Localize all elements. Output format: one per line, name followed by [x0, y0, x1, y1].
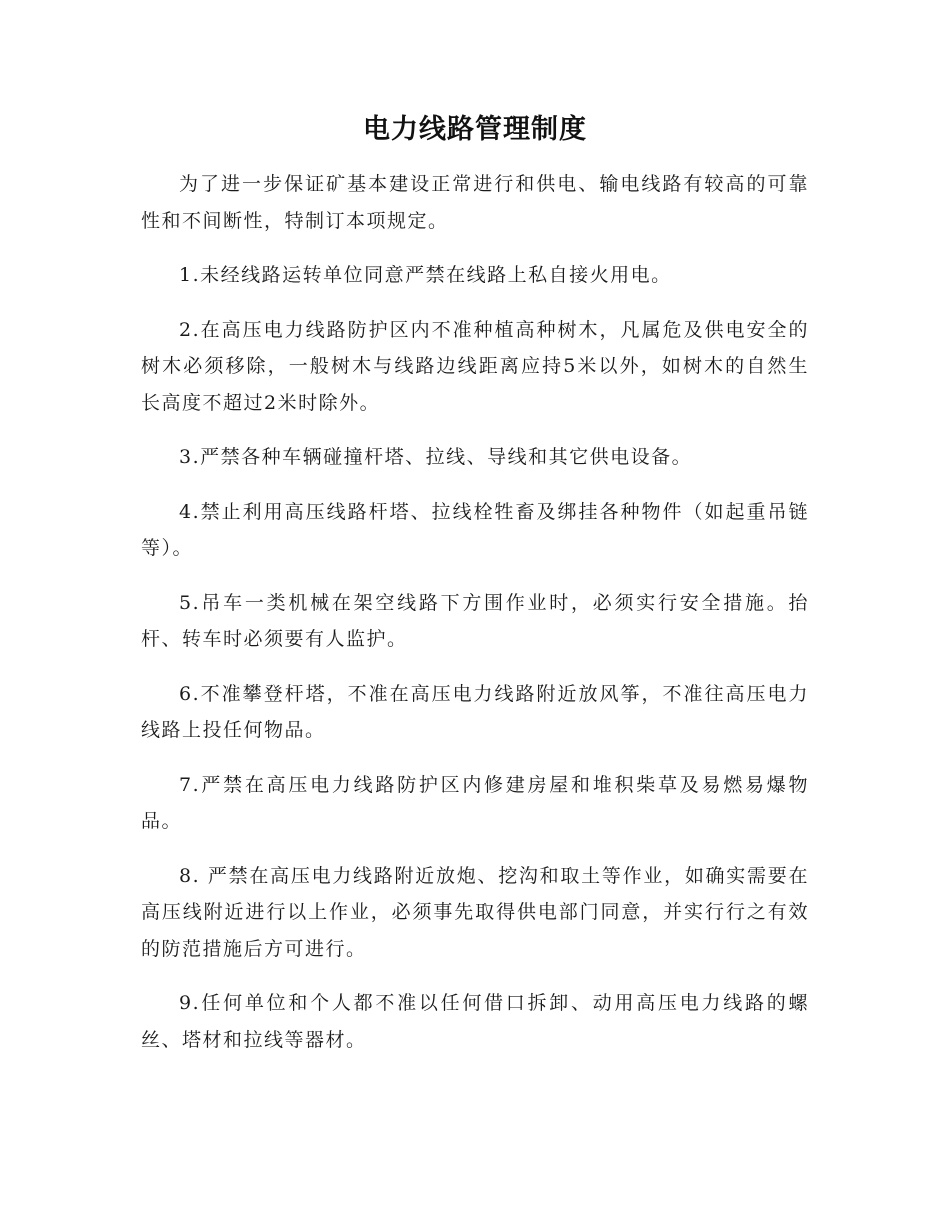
rule-paragraph-5: 5.吊车一类机械在架空线路下方围作业时，必须实行安全措施。抬杆、转车时必须要有人监护。	[141, 591, 809, 650]
document-body	[141, 166, 809, 1076]
rule-paragraph-7: 7.严禁在高压电力线路防护区内修建房屋和堆积柴草及易燃易爆物品。	[141, 773, 809, 832]
rule-paragraph-2: 2.在高压电力线路防护区内不准种植高种树木，凡属危及供电安全的树木必须移除，一般树木与线路边线距离应持5米以外，如树木的自然生长高度不超过2米时除外。	[141, 318, 809, 414]
rule-paragraph-1: 1.未经线路运转单位同意严禁在线路上私自接火用电。	[179, 264, 672, 286]
rule-paragraph-8: 8. 严禁在高压电力线路附近放炮、挖沟和取土等作业，如确实需要在高压线附近进行以上作业，必须事先取得供电部门同意，并实行行之有效的防范措施后方可进行。	[141, 864, 809, 960]
rule-paragraph-9: 9.任何单位和个人都不准以任何借口拆卸、动用高压电力线路的螺丝、塔材和拉线等器材。	[141, 992, 809, 1051]
rule-paragraph-3: 3.严禁各种车辆碰撞杆塔、拉线、导线和其它供电设备。	[179, 446, 693, 468]
document-title: 电力线路管理制度	[363, 114, 587, 145]
rule-paragraph-4: 4.禁止利用高压线路杆塔、拉线栓牲畜及绑挂各种物件（如起重吊链等）。	[141, 500, 809, 559]
intro-paragraph: 为了进一步保证矿基本建设正常进行和供电、输电线路有较高的可靠性和不间断性，特制订本项规定。	[141, 173, 809, 232]
rule-paragraph-6: 6.不准攀登杆塔，不准在高压电力线路附近放风筝，不准往高压电力线路上投任何物品。	[141, 682, 809, 741]
